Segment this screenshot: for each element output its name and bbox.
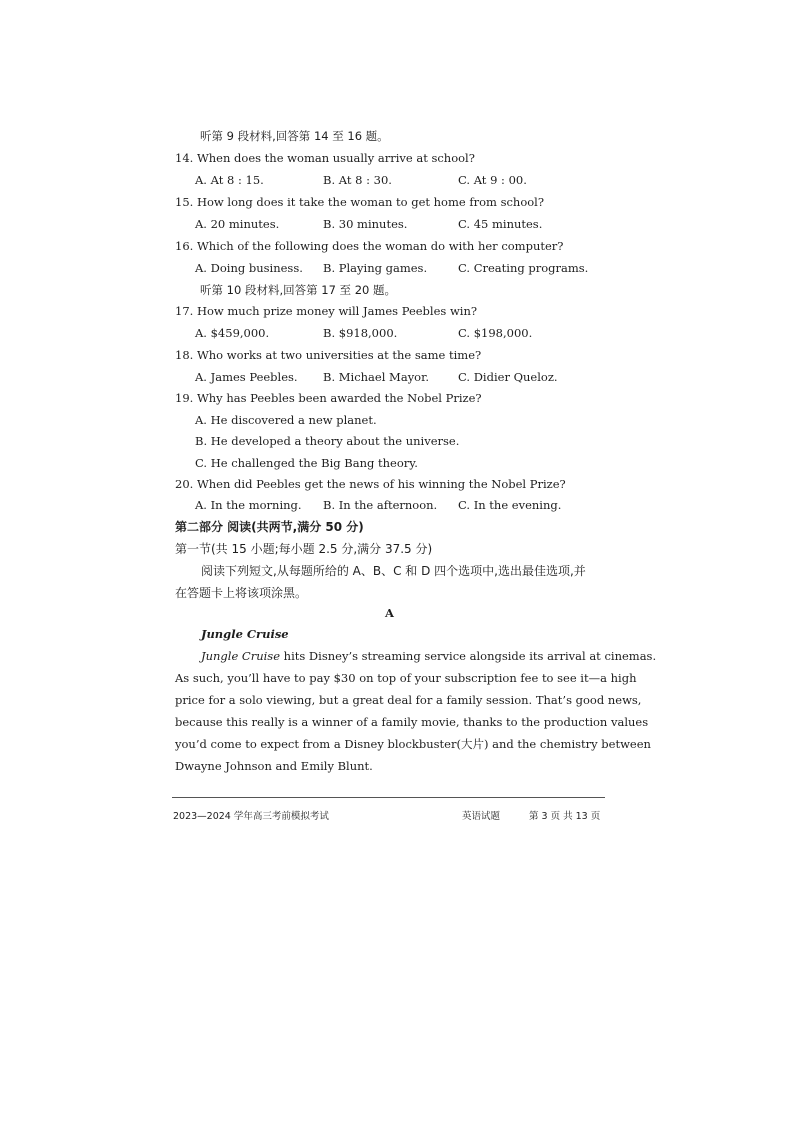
footer-page-number: 第 3 页 共 13 页: [529, 811, 601, 822]
q18-option-a: A. James Peebles.: [195, 370, 298, 384]
q15-stem: 15. How long does it take the woman to get home from school?: [175, 195, 545, 209]
q16-option-c: C. Creating programs.: [458, 261, 589, 275]
passage-line-1-text: hits Disney’s streaming service alongside its arrival at cinemas.: [280, 649, 657, 663]
instructions-line2: 在答题卡上将该项涂黑。: [175, 586, 308, 600]
footer-divider: [172, 797, 605, 798]
q19-option-a: A. He discovered a new planet.: [195, 413, 377, 427]
passage-line-6: Dwayne Johnson and Emily Blunt.: [175, 759, 373, 773]
section1-title: 第一节(共 15 小题;每小题 2.5 分,满分 37.5 分): [175, 542, 433, 556]
passage-line-4: because this really is a winner of a family movie, thanks to the production values: [175, 715, 649, 729]
q19-option-c: C. He challenged the Big Bang theory.: [195, 456, 418, 470]
q14-option-b: B. At 8 : 30.: [323, 173, 392, 187]
q18-option-c: C. Didier Queloz.: [458, 370, 558, 384]
q16-option-b: B. Playing games.: [323, 261, 428, 275]
passage-title: Jungle Cruise: [201, 627, 289, 641]
q14-option-c: C. At 9 : 00.: [458, 173, 527, 187]
footer-exam-name: 2023—2024 学年高三考前模拟考试: [173, 811, 329, 822]
instructions-line1: 阅读下列短文,从每题所给的 A、B、C 和 D 四个选项中,选出最佳选项,并: [201, 564, 586, 578]
q15-option-a: A. 20 minutes.: [195, 217, 280, 231]
q17-option-a: A. $459,000.: [195, 326, 270, 340]
q17-stem: 17. How much prize money will James Peebles win?: [175, 304, 478, 318]
passage-line-3: price for a solo viewing, but a great deal for a family session. That’s good news,: [175, 693, 642, 707]
q16-stem: 16. Which of the following does the woman do with her computer?: [175, 239, 564, 253]
q18-option-b: B. Michael Mayor.: [323, 370, 429, 384]
q19-stem: 19. Why has Peebles been awarded the Nobel Prize?: [175, 391, 482, 405]
part2-title: 第二部分 阅读(共两节,满分 50 分): [175, 520, 364, 534]
q16-option-a: A. Doing business.: [195, 261, 303, 275]
passage-line-1: [201, 649, 657, 663]
passage-title-inline: Jungle Cruise: [201, 649, 281, 663]
section9-intro: 听第 9 段材料,回答第 14 至 16 题。: [200, 129, 389, 143]
q18-stem: 18. Who works at two universities at the same time?: [175, 348, 482, 362]
q14-stem: 14. When does the woman usually arrive at school?: [175, 151, 475, 165]
footer-subject: 英语试题: [462, 811, 501, 822]
q17-option-b: B. $918,000.: [323, 326, 398, 340]
passage-letter: A: [385, 606, 394, 620]
q17-option-c: C. $198,000.: [458, 326, 533, 340]
q20-option-b: B. In the afternoon.: [323, 498, 438, 512]
passage-line-5: you’d come to expect from a Disney blockbuster(大片) and the chemistry between: [175, 737, 651, 751]
q15-option-c: C. 45 minutes.: [458, 217, 543, 231]
q15-option-b: B. 30 minutes.: [323, 217, 408, 231]
section10-intro: 听第 10 段材料,回答第 17 至 20 题。: [200, 283, 396, 297]
q14-option-a: A. At 8 : 15.: [195, 173, 264, 187]
q20-stem: 20. When did Peebles get the news of his winning the Nobel Prize?: [175, 477, 566, 491]
q20-option-a: A. In the morning.: [195, 498, 302, 512]
q20-option-c: C. In the evening.: [458, 498, 562, 512]
passage-line-2: As such, you’ll have to pay $30 on top of your subscription fee to see it—a high: [175, 671, 637, 685]
q19-option-b: B. He developed a theory about the universe.: [195, 434, 460, 448]
